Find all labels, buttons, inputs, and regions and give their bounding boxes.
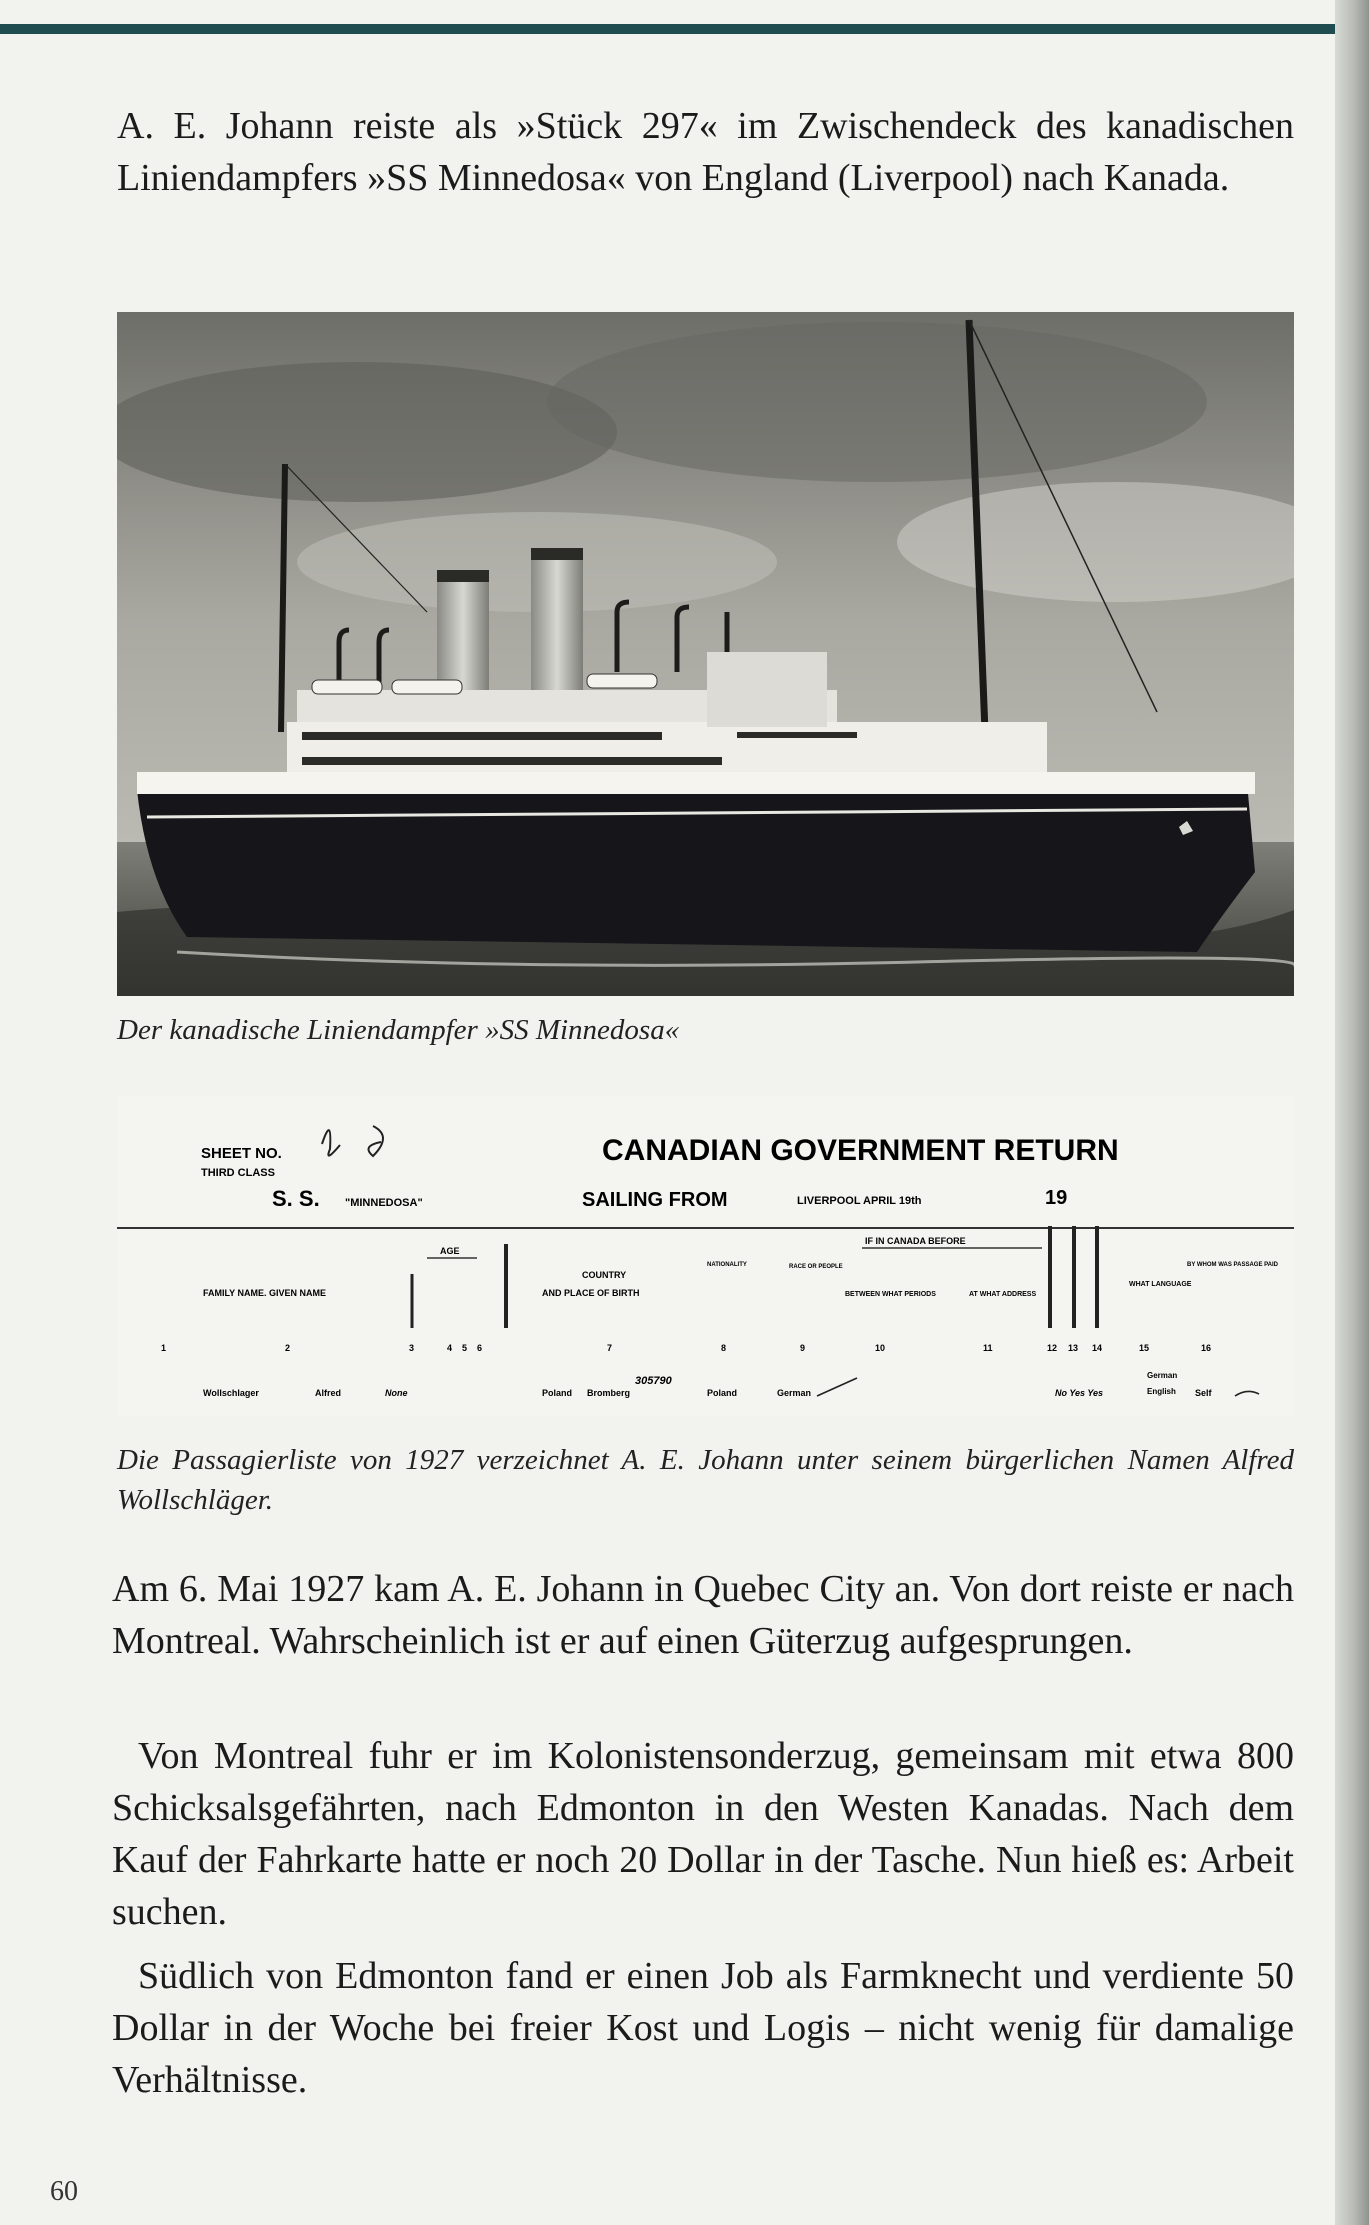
column-number-14: 14 — [1092, 1343, 1103, 1353]
column-number-8: 8 — [721, 1343, 727, 1353]
top-rule — [0, 24, 1346, 34]
ship-photo — [117, 312, 1294, 996]
document-title: CANADIAN GOVERNMENT RETURN — [602, 1134, 1119, 1167]
column-number-4: 4 — [447, 1343, 453, 1353]
entry-country: Poland — [542, 1388, 573, 1398]
entry-relation: None — [385, 1388, 408, 1398]
ship-name: "MINNEDOSA" — [345, 1197, 423, 1209]
entry-given-name: Alfred — [315, 1388, 342, 1398]
passage-header: BY WHOM WAS PASSAGE PAID — [1187, 1262, 1279, 1268]
periods-header: BETWEEN WHAT PERIODS — [845, 1291, 936, 1298]
photo-caption: Der kanadische Liniendampfer »SS Minnedosa« — [117, 1014, 680, 1046]
address-header: AT WHAT ADDRESS — [969, 1291, 1037, 1298]
age-header: AGE — [440, 1246, 460, 1256]
country-header: COUNTRY — [582, 1270, 627, 1280]
entry-race: German — [777, 1388, 812, 1398]
entry-paid-by: Self — [1195, 1388, 1212, 1398]
entry-nationality: Poland — [707, 1388, 738, 1398]
entry-language-a: German — [1147, 1371, 1178, 1380]
column-number-9: 9 — [800, 1343, 806, 1353]
column-number-15: 15 — [1139, 1343, 1150, 1353]
sheet-label: SHEET NO. — [201, 1145, 282, 1162]
birthplace-header: AND PLACE OF BIRTH — [542, 1288, 640, 1298]
paragraph-arrival: Am 6. Mai 1927 kam A. E. Johann in Quebec City an. Von dort reiste er nach Montreal. Wahrscheinlich ist er auf einen Güterzug aufgesprungen. — [112, 1568, 1294, 1662]
page-number: 60 — [50, 2176, 78, 2207]
ship-prefix: S. S. — [272, 1186, 320, 1211]
nationality-header: NATIONALITY — [707, 1262, 747, 1268]
entry-language-b: English — [1147, 1387, 1176, 1396]
entry-family-name: Wollschlager — [203, 1388, 259, 1398]
language-header: WHAT LANGUAGE — [1129, 1281, 1192, 1288]
list-caption: Die Passagierliste von 1927 verzeichnet A. E. Johann unter seinem bürgerlichen Namen Alfred Wollschläger. — [117, 1444, 1294, 1516]
sailing-label: SAILING FROM — [582, 1189, 728, 1211]
paragraph-job: Südlich von Edmonton fand er einen Job als Farmknecht und verdiente 50 Dollar in der Woche bei freier Kost und Logis – nicht wenig für damalige Verhältnisse. — [112, 1955, 1294, 2101]
column-number-10: 10 — [875, 1343, 886, 1353]
column-number-7: 7 — [607, 1343, 613, 1353]
entry-number: 305790 — [635, 1375, 672, 1387]
passenger-list-document — [117, 1096, 1294, 1416]
column-number-13: 13 — [1068, 1343, 1079, 1353]
column-number-6: 6 — [477, 1343, 483, 1353]
column-number-11: 11 — [983, 1343, 993, 1353]
name-header: FAMILY NAME. GIVEN NAME — [203, 1288, 327, 1298]
year-prefix: 19 — [1045, 1187, 1068, 1209]
race-header: RACE OR PEOPLE — [789, 1264, 843, 1270]
sailing-value: LIVERPOOL APRIL 19th — [797, 1195, 922, 1207]
entry-place: Bromberg — [587, 1388, 631, 1398]
column-number-3: 3 — [409, 1343, 415, 1353]
book-spine-edge — [1335, 0, 1369, 2225]
paragraph-train: Von Montreal fuhr er im Kolonistensonderzug, gemeinsam mit etwa 800 Schicksalsgefährten, nach Edmonton in den Westen Kanadas. Nach dem Kauf der Fahrkarte hatte er noch 20 Dollar in der Tasche. Nun hieß es: Arbeit suchen. — [112, 1735, 1294, 1933]
canada-before-header: IF IN CANADA BEFORE — [865, 1236, 966, 1246]
column-number-2: 2 — [285, 1343, 291, 1353]
paragraph-intro: A. E. Johann reiste als »Stück 297« im Zwischendeck des kanadischen Liniendampfers »SS Minnedosa« von England (Liverpool) nach Kanada. — [117, 105, 1294, 199]
column-number-16: 16 — [1201, 1343, 1212, 1353]
column-number-1: 1 — [161, 1343, 167, 1353]
class-label: THIRD CLASS — [201, 1167, 275, 1179]
column-number-5: 5 — [462, 1343, 468, 1353]
entry-answer: No Yes Yes — [1055, 1388, 1104, 1398]
column-number-12: 12 — [1047, 1343, 1058, 1353]
